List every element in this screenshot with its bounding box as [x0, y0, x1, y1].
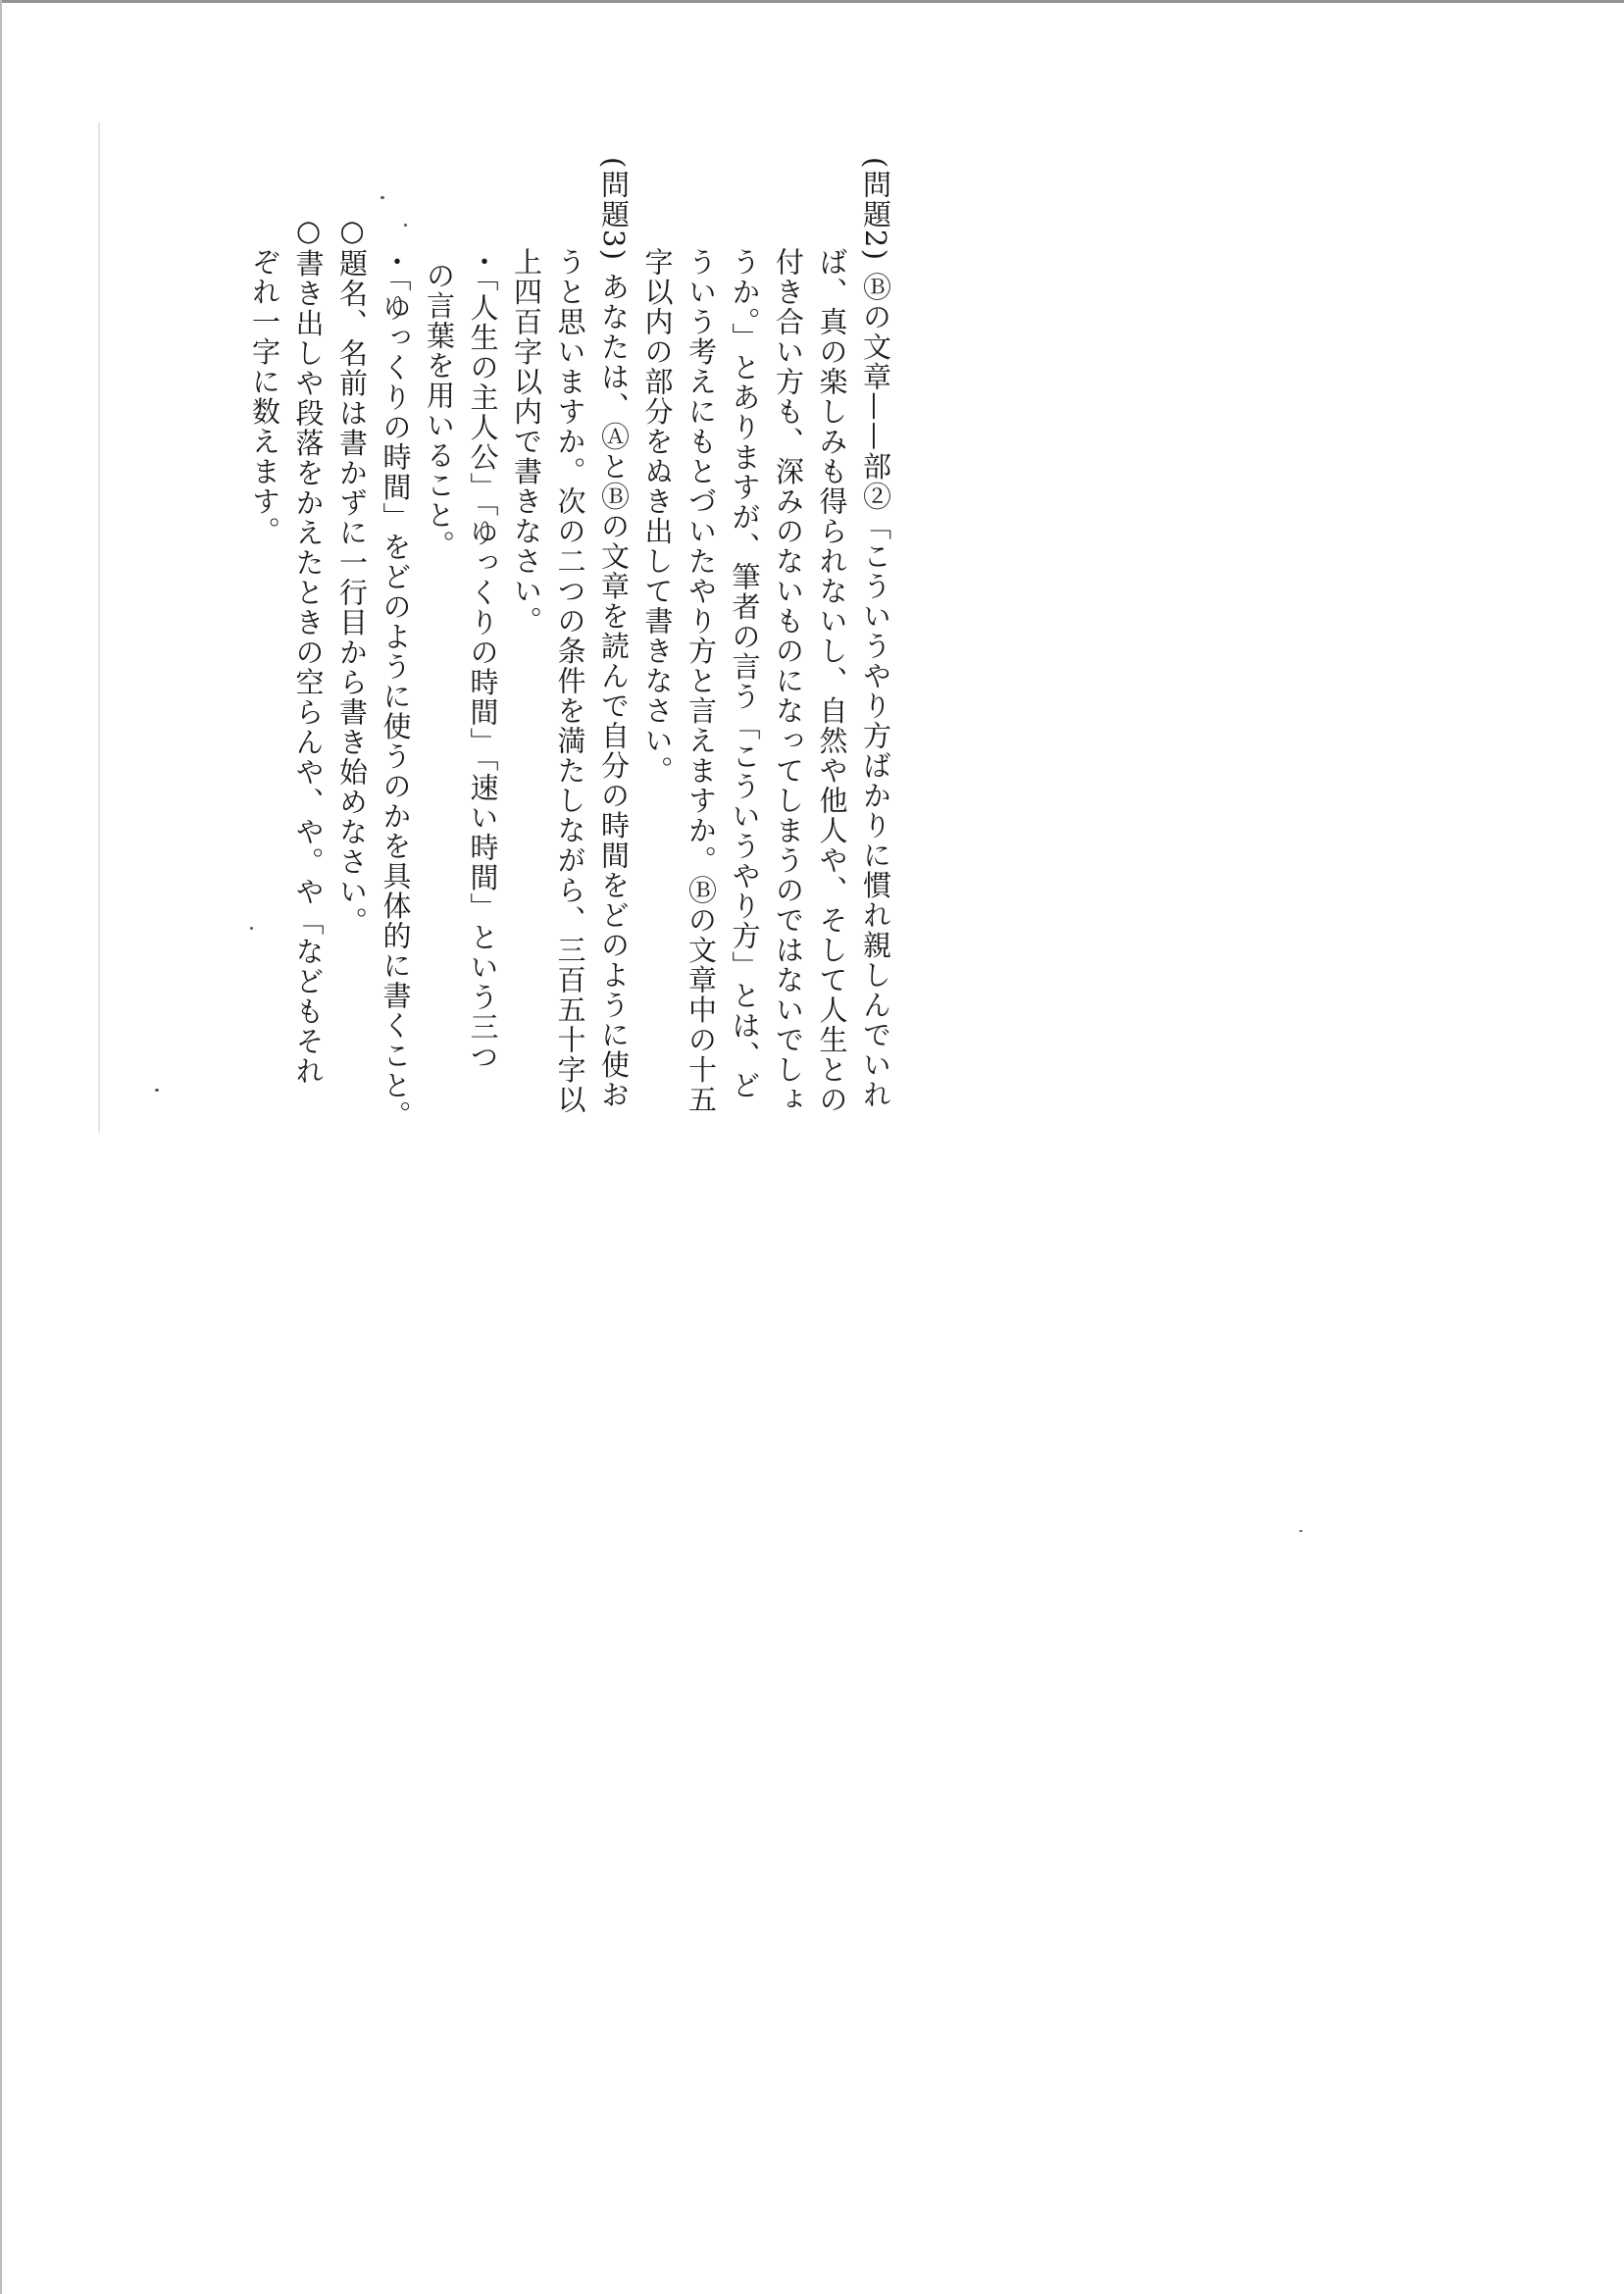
vertical-text	[243, 157, 898, 1138]
condition-1: ・「人生の主人公」「ゆっくりの時間」「速い時間」という三つ	[466, 247, 500, 1072]
question-3-label: (問題3)	[597, 157, 631, 262]
question-2-line-2: ば、真の楽しみも得られないし、自然や他人や、そして人生との	[815, 247, 849, 1115]
scan-border-top	[0, 0, 1624, 3]
question-2-line-5: ういう考えにもとづいたやり方と言えますか。Ⓑの文章中の十五	[685, 247, 718, 1115]
sheet-edge	[98, 123, 100, 1133]
question-3-line-1: (問題3) あなたは、ⒶとⒷの文章を読んで自分の時間をどのように使お	[597, 157, 631, 1110]
scan-border-left	[0, 0, 2, 2294]
scan-speck	[381, 196, 384, 199]
question-3-line-2: うと思いますか。次の二つの条件を満たしながら、三百五十字以	[553, 247, 587, 1115]
question-2-line-1: (問題2) Ⓑの文章——部②「こういうやり方ばかりに慣れ親しんでいれ	[859, 157, 892, 1110]
scan-speck	[404, 224, 407, 227]
note-3: ぞれ一字に数えます。	[248, 247, 281, 546]
question-3-line-3: 上四百字以内で書きなさい。	[510, 247, 543, 637]
question-2-line-4: うか。」とありますが、筆者の言う「こういうやり方」とは、ど	[728, 247, 762, 1100]
exam-text-block	[103, 137, 897, 1131]
note-2: ○書き出しや段落をかえたときの空らんや、や。や「などもそれ	[291, 214, 326, 1087]
note-1: ○題名、名前は書かずに一行目から書き始めなさい。	[335, 214, 369, 937]
question-2-line-3: 付き合い方も、深みのないものになってしまうのではないでしょ	[772, 247, 805, 1115]
question-2-line-6: 字以内の部分をぬき出して書きなさい。	[640, 247, 675, 786]
question-2-label: (問題2)	[859, 157, 892, 262]
condition-1-cont: の言葉を用いること。	[423, 261, 456, 560]
condition-2: ・「ゆっくりの時間」をどのように使うのかを具体的に書くこと。	[379, 247, 413, 1131]
scan-speck	[1299, 1530, 1302, 1532]
scan-speck	[155, 1089, 159, 1092]
scan-speck	[250, 927, 253, 930]
